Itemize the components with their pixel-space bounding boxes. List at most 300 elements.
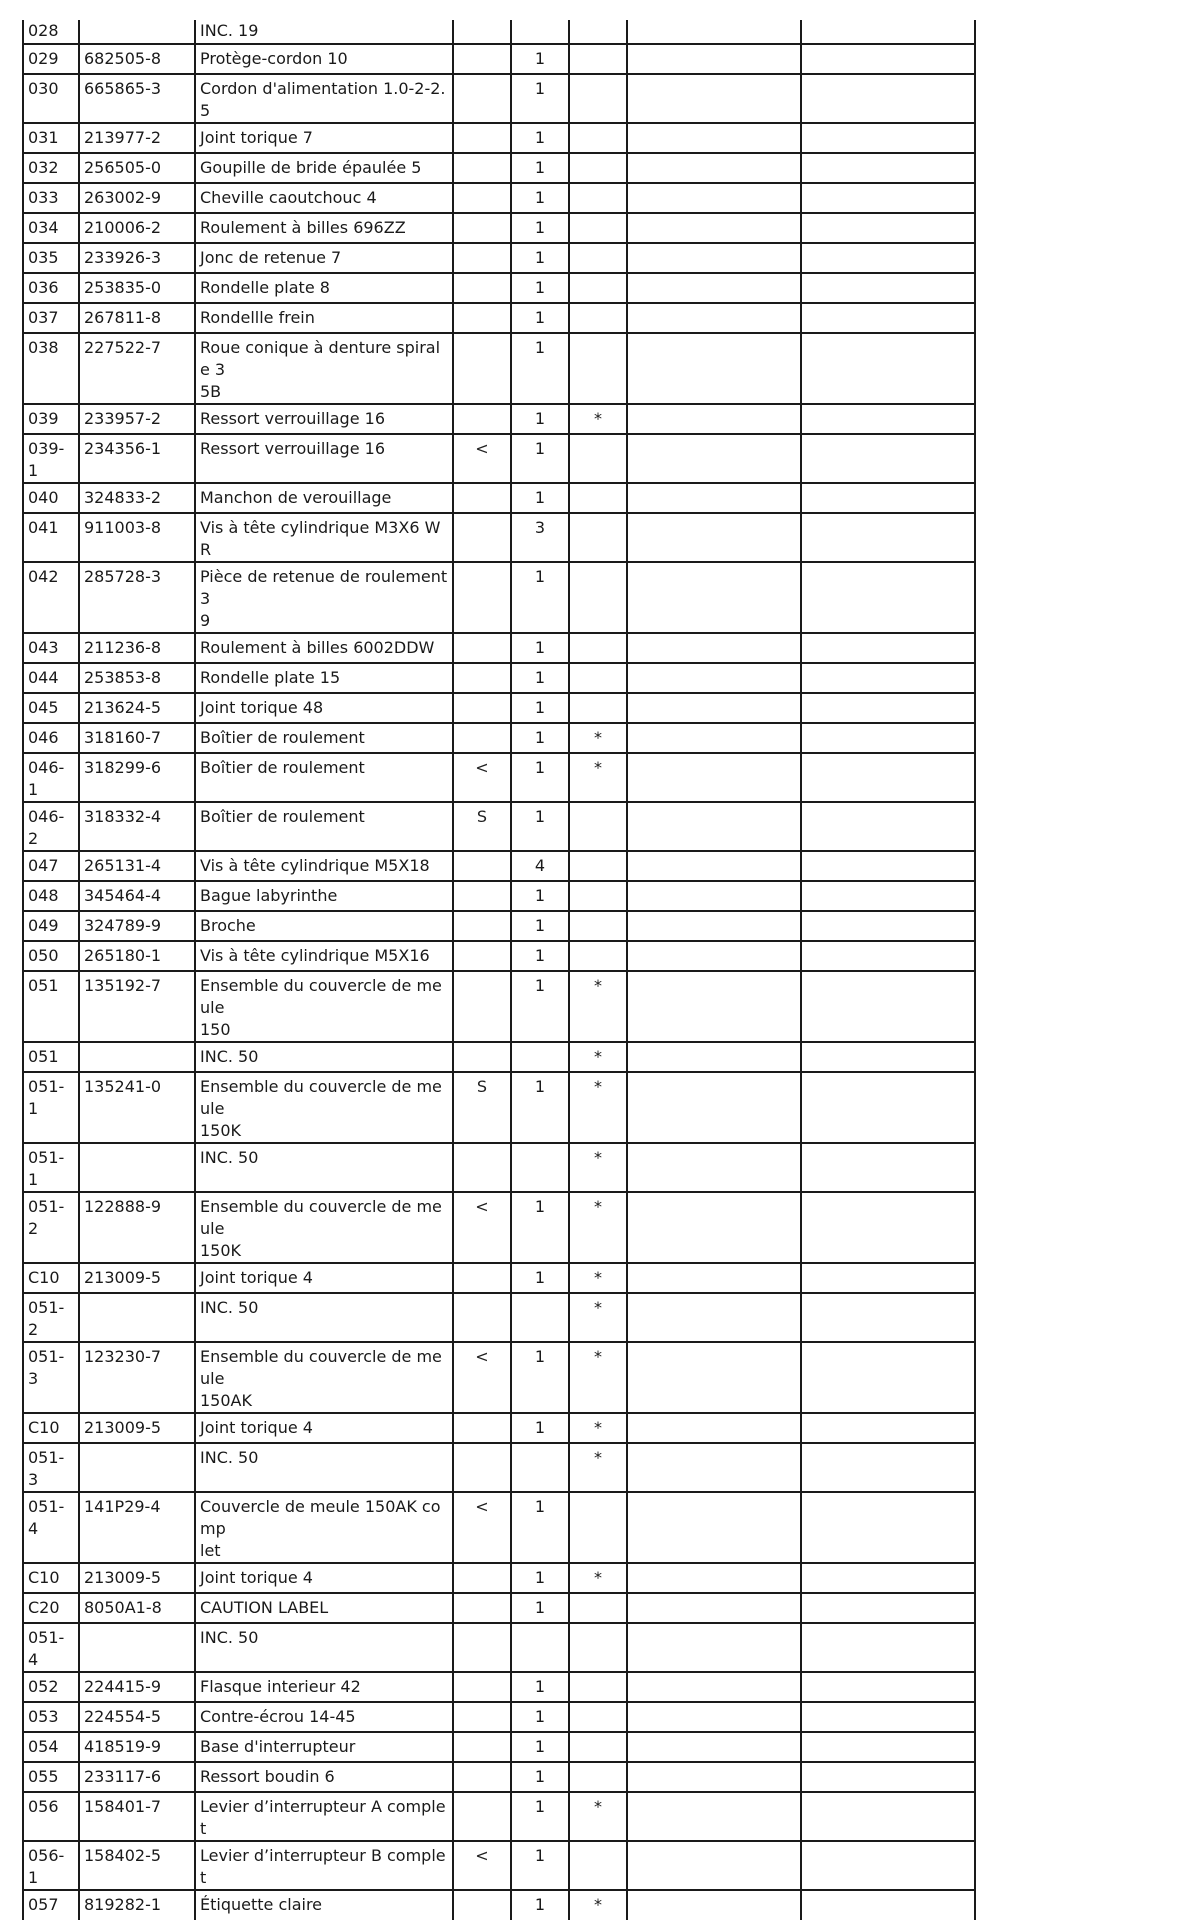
description-cell: Roue conique à denture spirale 3 5B: [195, 333, 453, 404]
quantity-cell: 1: [511, 971, 569, 1042]
note-mark-cell: *: [569, 1143, 627, 1192]
blank-cell-a: [627, 971, 801, 1042]
blank-cell-a: [627, 881, 801, 911]
blank-cell-a: [627, 1042, 801, 1072]
table-row: [23, 753, 975, 802]
note-mark-cell: *: [569, 1072, 627, 1143]
blank-cell-a: [627, 434, 801, 483]
item-number-cell: 051-3: [23, 1342, 79, 1413]
blank-cell-a: [627, 1841, 801, 1890]
description-cell: INC. 19: [195, 20, 453, 44]
note-mark-cell: [569, 1623, 627, 1672]
description-cell: Joint torique 4: [195, 1563, 453, 1593]
note-mark-cell: [569, 243, 627, 273]
blank-cell-b: [801, 1672, 975, 1702]
part-number-cell: 819282-1: [79, 1890, 195, 1920]
note-mark-cell: *: [569, 753, 627, 802]
item-number-cell: 038: [23, 333, 79, 404]
marker-cell: <: [453, 1342, 511, 1413]
blank-cell-b: [801, 1841, 975, 1890]
marker-cell: <: [453, 1492, 511, 1563]
marker-cell: [453, 243, 511, 273]
blank-cell-b: [801, 273, 975, 303]
blank-cell-b: [801, 123, 975, 153]
marker-cell: [453, 183, 511, 213]
blank-cell-b: [801, 1042, 975, 1072]
item-number-cell: 055: [23, 1762, 79, 1792]
blank-cell-a: [627, 941, 801, 971]
item-number-cell: 034: [23, 213, 79, 243]
note-mark-cell: [569, 153, 627, 183]
marker-cell: [453, 303, 511, 333]
description-cell: Bague labyrinthe: [195, 881, 453, 911]
marker-cell: [453, 1890, 511, 1920]
marker-cell: [453, 663, 511, 693]
blank-cell-a: [627, 1443, 801, 1492]
part-number-cell: 158401-7: [79, 1792, 195, 1841]
table-row: [23, 1443, 975, 1492]
item-number-cell: 057: [23, 1890, 79, 1920]
description-cell: Boîtier de roulement: [195, 753, 453, 802]
item-number-cell: 037: [23, 303, 79, 333]
note-mark-cell: *: [569, 1792, 627, 1841]
blank-cell-b: [801, 1762, 975, 1792]
item-number-cell: 051-1: [23, 1072, 79, 1143]
table-row: [23, 273, 975, 303]
part-number-cell: 213009-5: [79, 1263, 195, 1293]
marker-cell: [453, 851, 511, 881]
description-cell: Joint torique 4: [195, 1263, 453, 1293]
quantity-cell: 4: [511, 851, 569, 881]
quantity-cell: [511, 1293, 569, 1342]
marker-cell: [453, 44, 511, 74]
description-cell: Ressort boudin 6: [195, 1762, 453, 1792]
marker-cell: [453, 1593, 511, 1623]
blank-cell-b: [801, 20, 975, 44]
marker-cell: [453, 333, 511, 404]
quantity-cell: 1: [511, 333, 569, 404]
marker-cell: [453, 633, 511, 663]
note-mark-cell: [569, 483, 627, 513]
blank-cell-a: [627, 562, 801, 633]
item-number-cell: 051-4: [23, 1492, 79, 1563]
table-row: [23, 303, 975, 333]
note-mark-cell: *: [569, 1890, 627, 1920]
blank-cell-b: [801, 44, 975, 74]
quantity-cell: 1: [511, 213, 569, 243]
marker-cell: [453, 1263, 511, 1293]
table-row: [23, 1890, 975, 1920]
blank-cell-a: [627, 1890, 801, 1920]
item-number-cell: C20: [23, 1593, 79, 1623]
item-number-cell: 056-1: [23, 1841, 79, 1890]
part-number-cell: 135192-7: [79, 971, 195, 1042]
marker-cell: <: [453, 434, 511, 483]
part-number-cell: 135241-0: [79, 1072, 195, 1143]
quantity-cell: 1: [511, 273, 569, 303]
table-row: [23, 1413, 975, 1443]
table-row: [23, 183, 975, 213]
part-number-cell: 267811-8: [79, 303, 195, 333]
blank-cell-a: [627, 123, 801, 153]
blank-cell-b: [801, 1143, 975, 1192]
description-cell: CAUTION LABEL: [195, 1593, 453, 1623]
description-cell: Pièce de retenue de roulement 3 9: [195, 562, 453, 633]
table-row: [23, 1672, 975, 1702]
blank-cell-b: [801, 1890, 975, 1920]
item-number-cell: 048: [23, 881, 79, 911]
quantity-cell: 3: [511, 513, 569, 562]
marker-cell: [453, 881, 511, 911]
quantity-cell: [511, 20, 569, 44]
table-row: [23, 1762, 975, 1792]
description-cell: Ressort verrouillage 16: [195, 404, 453, 434]
marker-cell: [453, 273, 511, 303]
part-number-cell: [79, 1623, 195, 1672]
part-number-cell: 227522-7: [79, 333, 195, 404]
part-number-cell: 213977-2: [79, 123, 195, 153]
blank-cell-b: [801, 1593, 975, 1623]
description-cell: Roulement à billes 696ZZ: [195, 213, 453, 243]
description-cell: Jonc de retenue 7: [195, 243, 453, 273]
quantity-cell: 1: [511, 1593, 569, 1623]
quantity-cell: 1: [511, 243, 569, 273]
item-number-cell: 032: [23, 153, 79, 183]
description-cell: Joint torique 48: [195, 693, 453, 723]
description-cell: Roulement à billes 6002DDW: [195, 633, 453, 663]
blank-cell-b: [801, 693, 975, 723]
description-cell: Vis à tête cylindrique M3X6 WR: [195, 513, 453, 562]
part-number-cell: 682505-8: [79, 44, 195, 74]
table-row: [23, 851, 975, 881]
blank-cell-a: [627, 1192, 801, 1263]
note-mark-cell: [569, 74, 627, 123]
marker-cell: [453, 483, 511, 513]
quantity-cell: 1: [511, 723, 569, 753]
marker-cell: [453, 971, 511, 1042]
marker-cell: <: [453, 1192, 511, 1263]
blank-cell-b: [801, 404, 975, 434]
blank-cell-a: [627, 404, 801, 434]
blank-cell-b: [801, 303, 975, 333]
note-mark-cell: [569, 562, 627, 633]
item-number-cell: 042: [23, 562, 79, 633]
description-cell: Boîtier de roulement: [195, 802, 453, 851]
note-mark-cell: [569, 333, 627, 404]
quantity-cell: 1: [511, 562, 569, 633]
marker-cell: [453, 20, 511, 44]
description-cell: Ensemble du couvercle de meule 150AK: [195, 1342, 453, 1413]
quantity-cell: 1: [511, 1342, 569, 1413]
table-row: [23, 1702, 975, 1732]
quantity-cell: 1: [511, 1192, 569, 1263]
note-mark-cell: *: [569, 971, 627, 1042]
note-mark-cell: [569, 183, 627, 213]
marker-cell: [453, 1443, 511, 1492]
description-cell: Joint torique 7: [195, 123, 453, 153]
note-mark-cell: [569, 434, 627, 483]
table-row: [23, 1841, 975, 1890]
note-mark-cell: [569, 1492, 627, 1563]
part-number-cell: 234356-1: [79, 434, 195, 483]
table-row: [23, 153, 975, 183]
item-number-cell: 046: [23, 723, 79, 753]
note-mark-cell: [569, 1732, 627, 1762]
blank-cell-a: [627, 273, 801, 303]
marker-cell: [453, 1563, 511, 1593]
part-number-cell: [79, 1293, 195, 1342]
blank-cell-b: [801, 753, 975, 802]
part-number-cell: 265180-1: [79, 941, 195, 971]
blank-cell-a: [627, 153, 801, 183]
table-row: [23, 1342, 975, 1413]
quantity-cell: [511, 1623, 569, 1672]
note-mark-cell: [569, 44, 627, 74]
note-mark-cell: *: [569, 404, 627, 434]
item-number-cell: 044: [23, 663, 79, 693]
table-row: [23, 404, 975, 434]
quantity-cell: 1: [511, 1563, 569, 1593]
description-cell: Vis à tête cylindrique M5X18: [195, 851, 453, 881]
item-number-cell: 039-1: [23, 434, 79, 483]
item-number-cell: 051: [23, 1042, 79, 1072]
table-row: [23, 693, 975, 723]
note-mark-cell: [569, 693, 627, 723]
quantity-cell: 1: [511, 663, 569, 693]
blank-cell-a: [627, 513, 801, 562]
marker-cell: [453, 123, 511, 153]
quantity-cell: [511, 1042, 569, 1072]
blank-cell-a: [627, 1072, 801, 1143]
table-row: [23, 562, 975, 633]
marker-cell: [453, 213, 511, 243]
blank-cell-b: [801, 153, 975, 183]
part-number-cell: [79, 20, 195, 44]
blank-cell-b: [801, 802, 975, 851]
blank-cell-a: [627, 753, 801, 802]
table-row: [23, 633, 975, 663]
blank-cell-a: [627, 1593, 801, 1623]
marker-cell: [453, 723, 511, 753]
note-mark-cell: [569, 1762, 627, 1792]
note-mark-cell: [569, 851, 627, 881]
part-number-cell: 213624-5: [79, 693, 195, 723]
table-row: [23, 74, 975, 123]
quantity-cell: 1: [511, 44, 569, 74]
marker-cell: [453, 1413, 511, 1443]
description-cell: Rondelle plate 8: [195, 273, 453, 303]
table-row: [23, 881, 975, 911]
part-number-cell: 8050A1-8: [79, 1593, 195, 1623]
blank-cell-b: [801, 1072, 975, 1143]
marker-cell: <: [453, 1841, 511, 1890]
item-number-cell: 054: [23, 1732, 79, 1762]
description-cell: INC. 50: [195, 1143, 453, 1192]
marker-cell: [453, 1732, 511, 1762]
blank-cell-a: [627, 911, 801, 941]
quantity-cell: 1: [511, 74, 569, 123]
quantity-cell: 1: [511, 153, 569, 183]
blank-cell-b: [801, 881, 975, 911]
description-cell: Flasque interieur 42: [195, 1672, 453, 1702]
marker-cell: [453, 1672, 511, 1702]
item-number-cell: C10: [23, 1413, 79, 1443]
part-number-cell: 122888-9: [79, 1192, 195, 1263]
quantity-cell: 1: [511, 1732, 569, 1762]
blank-cell-a: [627, 1263, 801, 1293]
blank-cell-a: [627, 183, 801, 213]
note-mark-cell: *: [569, 1443, 627, 1492]
quantity-cell: 1: [511, 1072, 569, 1143]
item-number-cell: C10: [23, 1563, 79, 1593]
blank-cell-b: [801, 971, 975, 1042]
quantity-cell: 1: [511, 941, 569, 971]
table-row: [23, 1192, 975, 1263]
table-row: [23, 1623, 975, 1672]
item-number-cell: 050: [23, 941, 79, 971]
table-row: [23, 1792, 975, 1841]
note-mark-cell: *: [569, 1563, 627, 1593]
blank-cell-b: [801, 1732, 975, 1762]
blank-cell-a: [627, 1762, 801, 1792]
quantity-cell: 1: [511, 1762, 569, 1792]
blank-cell-a: [627, 1342, 801, 1413]
item-number-cell: 041: [23, 513, 79, 562]
blank-cell-b: [801, 941, 975, 971]
item-number-cell: 045: [23, 693, 79, 723]
part-number-cell: 418519-9: [79, 1732, 195, 1762]
description-cell: Cordon d'alimentation 1.0-2-2.5: [195, 74, 453, 123]
blank-cell-b: [801, 1792, 975, 1841]
note-mark-cell: *: [569, 1263, 627, 1293]
blank-cell-b: [801, 723, 975, 753]
quantity-cell: 1: [511, 303, 569, 333]
quantity-cell: 1: [511, 693, 569, 723]
note-mark-cell: [569, 1672, 627, 1702]
table-row: [23, 333, 975, 404]
blank-cell-b: [801, 333, 975, 404]
item-number-cell: 051-2: [23, 1293, 79, 1342]
blank-cell-b: [801, 513, 975, 562]
item-number-cell: 049: [23, 911, 79, 941]
marker-cell: [453, 911, 511, 941]
description-cell: Base d'interrupteur: [195, 1732, 453, 1762]
blank-cell-a: [627, 663, 801, 693]
blank-cell-a: [627, 1413, 801, 1443]
quantity-cell: 1: [511, 1492, 569, 1563]
item-number-cell: 029: [23, 44, 79, 74]
blank-cell-a: [627, 483, 801, 513]
item-number-cell: C10: [23, 1263, 79, 1293]
note-mark-cell: [569, 802, 627, 851]
blank-cell-b: [801, 213, 975, 243]
parts-list-body: [23, 20, 975, 1920]
item-number-cell: 051-3: [23, 1443, 79, 1492]
description-cell: INC. 50: [195, 1623, 453, 1672]
note-mark-cell: *: [569, 1293, 627, 1342]
description-cell: Rondellle frein: [195, 303, 453, 333]
part-number-cell: 285728-3: [79, 562, 195, 633]
table-row: [23, 1042, 975, 1072]
part-number-cell: 141P29-4: [79, 1492, 195, 1563]
part-number-cell: 324833-2: [79, 483, 195, 513]
blank-cell-a: [627, 851, 801, 881]
blank-cell-b: [801, 851, 975, 881]
part-number-cell: [79, 1443, 195, 1492]
item-number-cell: 053: [23, 1702, 79, 1732]
description-cell: Protège-cordon 10: [195, 44, 453, 74]
blank-cell-b: [801, 183, 975, 213]
blank-cell-b: [801, 633, 975, 663]
note-mark-cell: *: [569, 1342, 627, 1413]
note-mark-cell: *: [569, 723, 627, 753]
description-cell: INC. 50: [195, 1293, 453, 1342]
marker-cell: [453, 562, 511, 633]
part-number-cell: 318299-6: [79, 753, 195, 802]
item-number-cell: 033: [23, 183, 79, 213]
table-row: [23, 243, 975, 273]
table-row: [23, 20, 975, 44]
marker-cell: [453, 1623, 511, 1672]
description-cell: Manchon de verouillage: [195, 483, 453, 513]
item-number-cell: 051: [23, 971, 79, 1042]
description-cell: INC. 50: [195, 1443, 453, 1492]
blank-cell-a: [627, 723, 801, 753]
description-cell: Vis à tête cylindrique M5X16: [195, 941, 453, 971]
note-mark-cell: [569, 1702, 627, 1732]
item-number-cell: 036: [23, 273, 79, 303]
quantity-cell: 1: [511, 404, 569, 434]
note-mark-cell: [569, 633, 627, 663]
description-cell: Ensemble du couvercle de meule 150: [195, 971, 453, 1042]
table-row: [23, 44, 975, 74]
quantity-cell: 1: [511, 1263, 569, 1293]
blank-cell-b: [801, 483, 975, 513]
description-cell: Ressort verrouillage 16: [195, 434, 453, 483]
blank-cell-a: [627, 333, 801, 404]
marker-cell: [453, 941, 511, 971]
note-mark-cell: [569, 213, 627, 243]
description-cell: Joint torique 4: [195, 1413, 453, 1443]
part-number-cell: 911003-8: [79, 513, 195, 562]
marker-cell: [453, 1792, 511, 1841]
blank-cell-b: [801, 1623, 975, 1672]
table-row: [23, 941, 975, 971]
blank-cell-a: [627, 1623, 801, 1672]
quantity-cell: [511, 1143, 569, 1192]
note-mark-cell: *: [569, 1413, 627, 1443]
note-mark-cell: [569, 881, 627, 911]
blank-cell-b: [801, 1563, 975, 1593]
part-number-cell: 345464-4: [79, 881, 195, 911]
note-mark-cell: [569, 303, 627, 333]
blank-cell-b: [801, 1492, 975, 1563]
description-cell: INC. 50: [195, 1042, 453, 1072]
blank-cell-a: [627, 1492, 801, 1563]
blank-cell-b: [801, 1293, 975, 1342]
item-number-cell: 043: [23, 633, 79, 663]
quantity-cell: 1: [511, 183, 569, 213]
marker-cell: [453, 1762, 511, 1792]
blank-cell-a: [627, 693, 801, 723]
note-mark-cell: [569, 663, 627, 693]
note-mark-cell: [569, 1841, 627, 1890]
part-number-cell: 123230-7: [79, 1342, 195, 1413]
part-number-cell: 213009-5: [79, 1413, 195, 1443]
blank-cell-a: [627, 1702, 801, 1732]
marker-cell: [453, 1042, 511, 1072]
note-mark-cell: [569, 1593, 627, 1623]
